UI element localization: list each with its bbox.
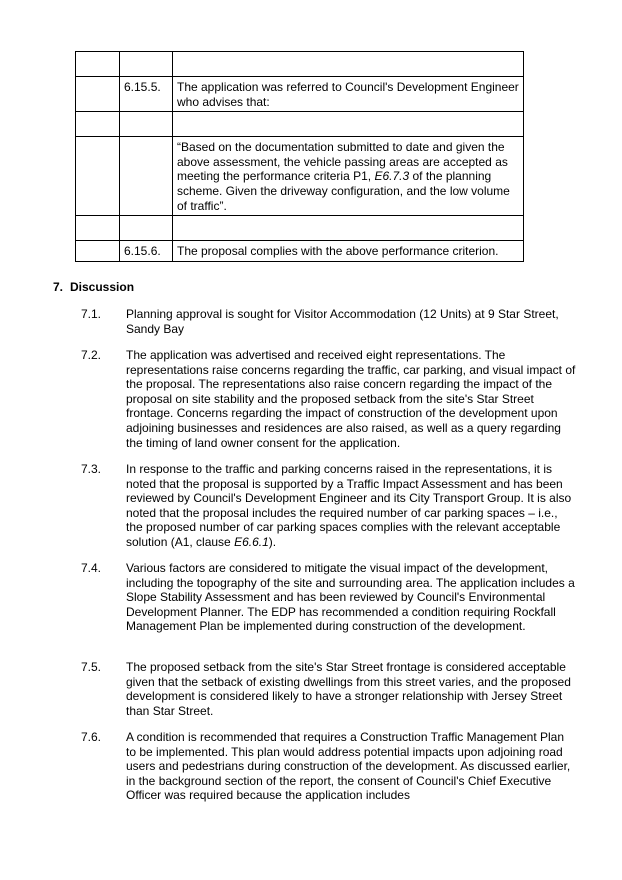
paragraph [81, 730, 576, 803]
paragraph-number: 7.1. [81, 307, 102, 321]
table-cell [120, 137, 173, 216]
paragraph-text: A condition is recommended that requires a Construction Traffic Management Plan to be implemented. This plan would address potential impacts upon adjoining road users and pedestrians during construction of the development. As discussed earlier, in the background section of the report, the consent of Council's Chief Executive Officer was required because the application includes [126, 730, 571, 803]
paragraph [81, 561, 576, 634]
table-cell [120, 52, 173, 77]
quote-clause-ref: E6.7.3 [374, 169, 410, 184]
table-row [76, 216, 524, 241]
quote-text-end: of the planning scheme. Given the driveway configuration, and the low volume of traffic”. [177, 169, 510, 213]
table-row [76, 52, 524, 77]
paragraph-number: 7.4. [81, 561, 102, 575]
clause-number: 6.15.5. [120, 77, 173, 112]
table-cell [76, 77, 120, 112]
clause-text: The proposal complies with the above performance criterion. [173, 241, 524, 262]
paragraph-text-end: ). [268, 534, 277, 549]
paragraph-text: The proposed setback from the site's Star Street frontage is considered acceptable given that the setback of existing dwellings from this street varies, and the proposed development is considered likely to have a stronger relationship with Jersey Street than Star Street. [126, 660, 571, 718]
table-cell [76, 52, 120, 77]
clause-number: 6.15.6. [120, 241, 173, 262]
paragraph-text: Planning approval is sought for Visitor Accommodation (12 Units) at 9 Star Street, Sandy Bay [126, 307, 559, 336]
paragraph [81, 348, 576, 450]
paragraph [81, 462, 576, 550]
section-title: Discussion [70, 280, 135, 294]
paragraph-text: The application was advertised and received eight representations. The representations raise concerns regarding the traffic, car parking, and visual impact of the proposal. The representations also raise concern regarding the impact of the proposal on site stability and the proposed setback from the site's Star Street frontage. Concerns regarding the impact of construction of the development upon adjoining businesses and residences are also raised, as well as a query regarding the timing of land owner consent for the application. [126, 348, 576, 450]
paragraph-number: 7.6. [81, 730, 102, 744]
paragraph-text [126, 462, 576, 550]
paragraph-text-part: In response to the traffic and parking concerns raised in the representations, it is noted that the proposal is supported by a Traffic Impact Assessment and has been reviewed by Council's Development Engineer and its City Transport Group. It is also noted that the proposal includes the required number of car parking spaces – i.e., the proposed number of car parking spaces complies with the relevant acceptable solution (A1, clause [126, 462, 572, 549]
paragraph-text: Various factors are considered to mitigate the visual impact of the development, including the topography of the site and surrounding area. The application includes a Slope Stability Assessment and has been reviewed by Council's Environmental Development Planner. The EDP has recommended a condition requiring Rockfall Management Plan be implemented during construction of the development. [126, 561, 575, 634]
assessment-table [75, 51, 524, 262]
table-cell [76, 241, 120, 262]
paragraph-number: 7.2. [81, 348, 102, 362]
table-cell [76, 137, 120, 216]
section-heading [53, 280, 134, 295]
paragraph-number: 7.3. [81, 462, 102, 476]
table-cell [120, 112, 173, 137]
table-cell [173, 52, 524, 77]
paragraph [81, 660, 576, 718]
clause-ref: E6.6.1 [234, 534, 269, 549]
section-number: 7. [53, 280, 64, 294]
engineer-quote [173, 137, 524, 216]
quote-text: “Based on the documentation submitted to date and given the above assessment, the vehicle passing areas are accepted as meeting the performance criteria P1, [177, 140, 508, 184]
table-row [76, 77, 524, 112]
table-row [76, 241, 524, 262]
table-cell [76, 112, 120, 137]
paragraph-number: 7.5. [81, 660, 102, 674]
table-cell [76, 216, 120, 241]
table-cell [120, 216, 173, 241]
clause-text: The application was referred to Council's Development Engineer who advises that: [173, 77, 524, 112]
table-cell [173, 216, 524, 241]
paragraph [81, 307, 576, 336]
table-row [76, 112, 524, 137]
table-cell [173, 112, 524, 137]
table-row [76, 137, 524, 216]
